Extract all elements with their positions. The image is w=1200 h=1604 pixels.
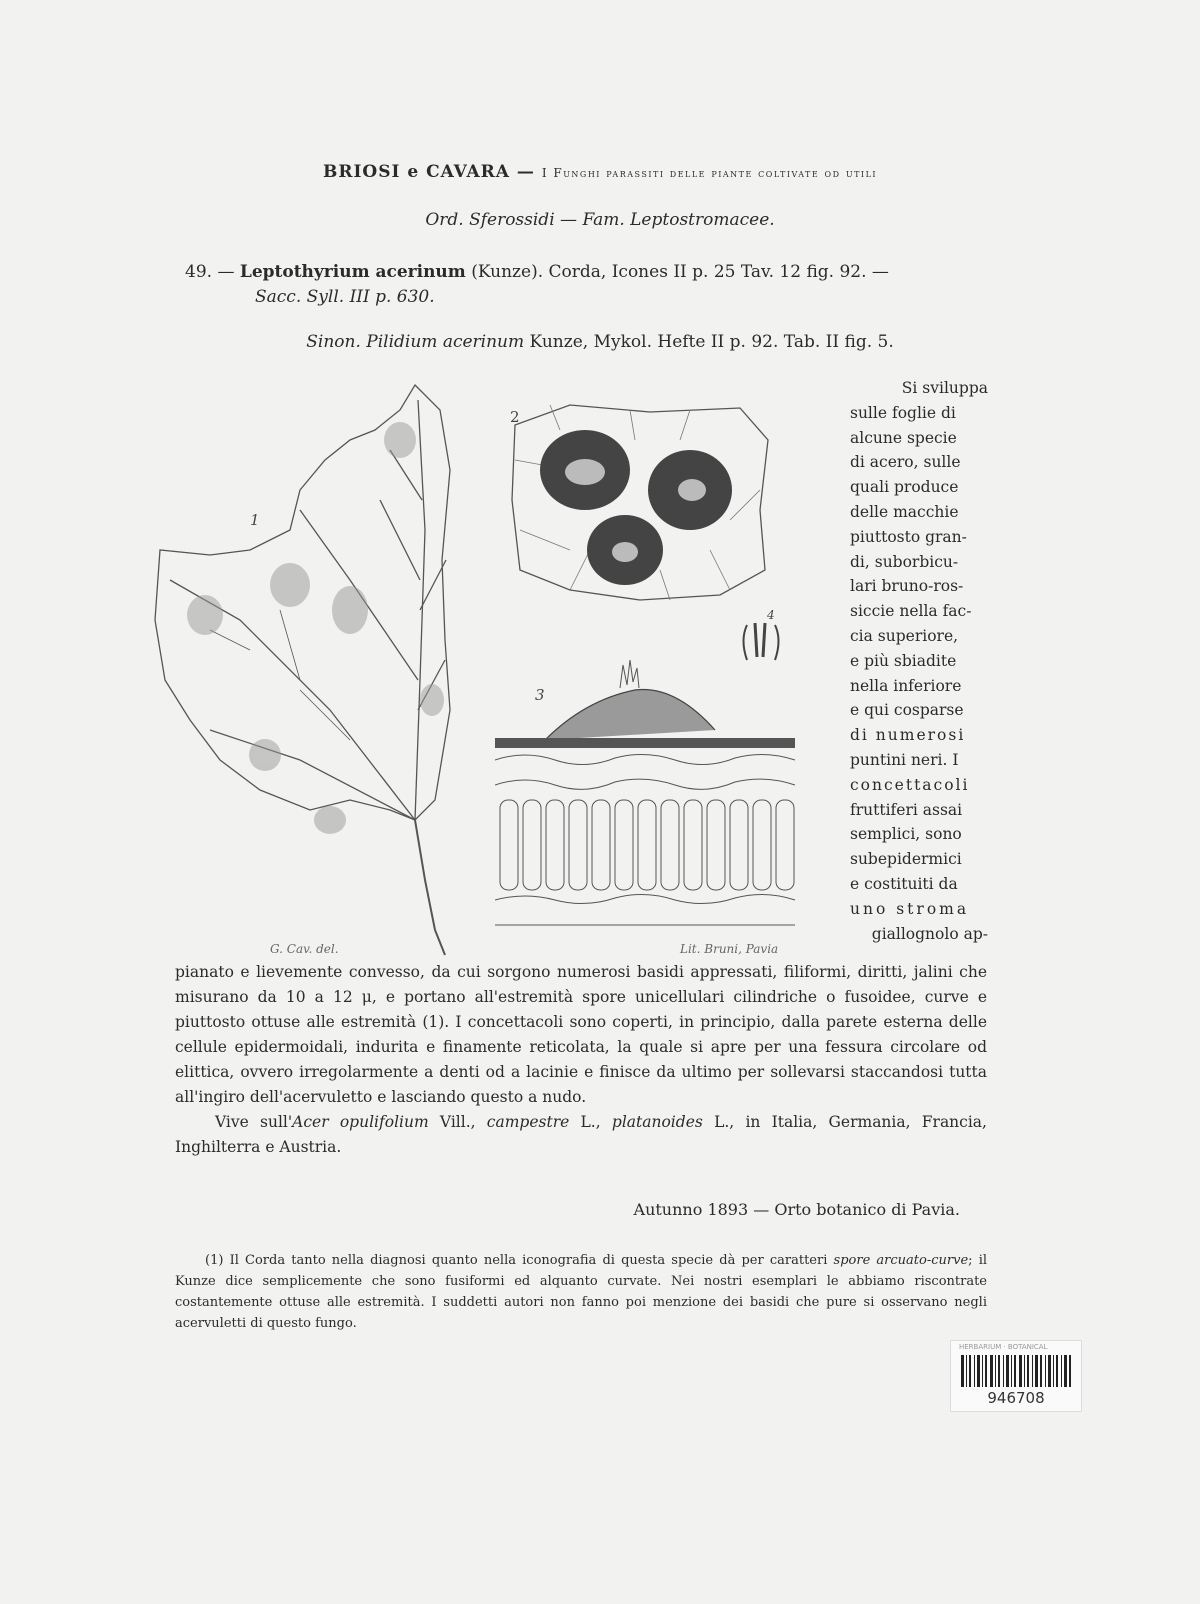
synonym-name: Pilidium acerinum xyxy=(366,332,525,352)
side-line: piuttosto gran- xyxy=(850,527,967,546)
host-name: platanoides xyxy=(611,1113,703,1131)
figure-cross-section xyxy=(495,660,815,935)
side-line: nella inferiore xyxy=(850,676,962,695)
synonym-rest: Kunze, Mykol. Hefte II p. 92. Tab. II fig. 5. xyxy=(529,332,894,352)
side-line: di acero, sulle xyxy=(850,453,961,472)
signature-right: Lit. Bruni, Pavia xyxy=(680,942,779,956)
side-line: quali produce xyxy=(850,478,959,497)
side-line: concettacoli xyxy=(850,775,970,794)
side-line: di numerosi xyxy=(850,726,966,745)
side-line: lari bruno-ros- xyxy=(850,577,964,596)
species-authority: (Kunze). Corda, Icones II p. 25 Tav. 12 fig. 92. — xyxy=(471,262,889,282)
body-text xyxy=(175,960,987,1160)
header-authors: BRIOSI e CAVARA xyxy=(322,162,510,182)
footnote: (1) Il Corda tanto nella diagnosi quanto nella iconografia di questa specie dà per caratteri spore arcuato-curve; il Kunze dice semplicemente che sono fusiformi ed alquanto curvate. Nei nostri esemplari le abbiamo riscontrate costantemente ottuse alle estremità. I suddetti autori non fanno poi menzione dei basidi che pure si osservano negli acervuletti di questo fungo. xyxy=(175,1253,988,1331)
header-title: I Funghi parassiti delle piante coltivate od utili xyxy=(541,166,878,180)
figure-spots-magnified xyxy=(510,400,775,610)
side-line: di, suborbicu- xyxy=(850,552,959,571)
side-line: siccie nella fac- xyxy=(850,602,972,621)
header-dash: — xyxy=(516,162,542,182)
side-line: sulle foglie di xyxy=(850,403,956,422)
barcode-icon xyxy=(961,1355,1071,1387)
side-line: cia superiore, xyxy=(850,626,959,645)
side-line: e più sbiadite xyxy=(850,651,957,670)
side-line: e qui cosparse xyxy=(850,701,964,720)
synonym-prefix: Sinon. xyxy=(306,332,361,352)
species-entry xyxy=(185,260,985,310)
signature-left: G. Cav. del. xyxy=(270,942,339,956)
host-name: campestre xyxy=(486,1113,570,1131)
host-name: Acer opulifolium xyxy=(292,1113,429,1131)
body-paragraph-2: Vive sull'Acer opulifolium Vill., campestre L., platanoides L., in Italia, Germania, Francia, Inghilterra e Austria. xyxy=(175,1113,987,1156)
side-line: alcune specie xyxy=(850,428,957,447)
side-line: giallognolo ap- xyxy=(871,924,988,943)
figure-leaf-illustration xyxy=(150,380,480,960)
side-line: uno stroma xyxy=(850,899,970,918)
side-line: puntini neri. I xyxy=(850,750,959,769)
synonym-line xyxy=(150,332,1050,352)
side-line: semplici, sono xyxy=(850,825,962,844)
footnote-marker: (1) xyxy=(205,1253,224,1268)
figure-label-4: 4 xyxy=(767,608,775,622)
figure-label-3: 3 xyxy=(535,686,545,704)
side-column-text xyxy=(850,376,988,946)
barcode-label xyxy=(950,1340,1082,1412)
side-line: fruttiferi assai xyxy=(850,800,963,819)
side-line: delle macchie xyxy=(850,502,959,521)
figure-label-1: 1 xyxy=(250,511,260,529)
species-reference: Sacc. Syll. III p. 630. xyxy=(255,287,435,307)
side-line: Si sviluppa xyxy=(901,379,988,397)
order-family-line: Ord. Sferossidi — Fam. Leptostromacee. xyxy=(425,210,775,230)
barcode-number: 946708 xyxy=(987,1389,1045,1407)
running-header xyxy=(150,162,1050,182)
body-paragraph-1: pianato e lievemente convesso, da cui sorgono numerosi basidi appressati, filiformi, diritti, jalini che misurano da 10 a 12 μ, e portano all'estremità spore unicellulari cilindriche o fusoidee, curve e piuttosto ottuse alle estremità (1). I concettacoli sono coperti, in principio, dalla parete esterna delle cellule epidermoidali, indurita e finamente reticolata, la quale si apre per una fessura circolare od elittica, ovvero irregolarmente a denti od a lacinie e finisce da ultimo per sollevarsi staccandosi tutta all'ingiro dell'acervuletto e lasciando questo a nudo. xyxy=(175,963,987,1106)
species-number: 49. — xyxy=(185,262,235,282)
side-line: subepidermici xyxy=(850,850,962,869)
species-name: Leptothyrium acerinum xyxy=(239,262,466,282)
figure-label-2: 2 xyxy=(510,408,520,426)
date-location-line: Autunno 1893 — Orto botanico di Pavia. xyxy=(633,1200,960,1219)
side-line: e costituiti da xyxy=(850,874,958,893)
barcode-top-text: HERBARIUM · BOTANICAL xyxy=(959,1343,1048,1351)
